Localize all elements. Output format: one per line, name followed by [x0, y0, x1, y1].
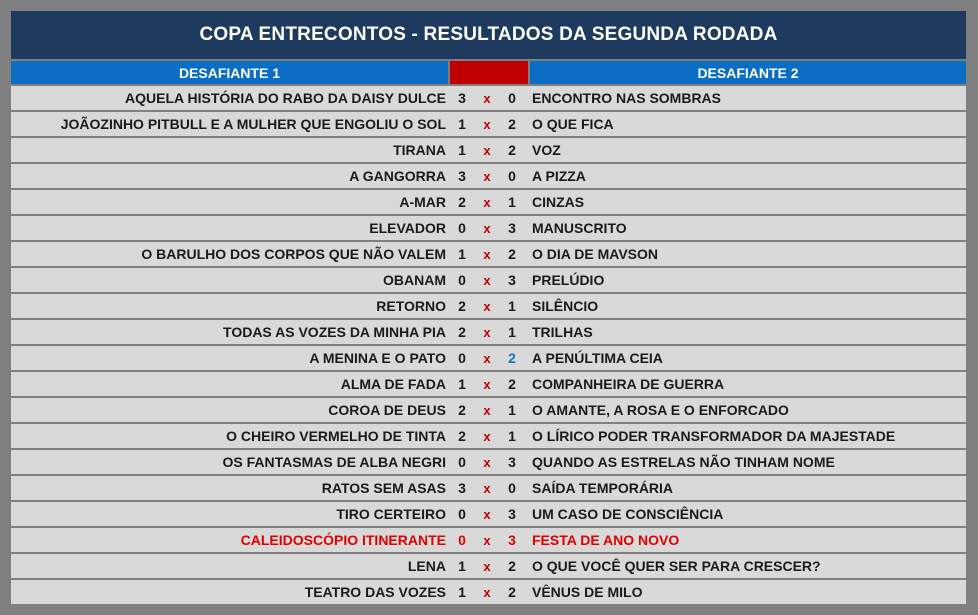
challenger-1-title: O CHEIRO VERMELHO DE TINTA	[226, 428, 446, 444]
challenger-1-title: A GANGORRA	[349, 168, 446, 184]
challenger-1-score: 0	[458, 272, 466, 288]
challenger-2-title: O QUE VOCÊ QUER SER PARA CRESCER?	[532, 558, 821, 574]
match-row	[11, 450, 966, 474]
challenger-1-score: 2	[458, 402, 466, 418]
challenger-1-title: TIRO CERTEIRO	[336, 506, 446, 522]
challenger-2-score: 1	[508, 428, 516, 444]
match-row	[11, 164, 966, 188]
match-row	[11, 372, 966, 396]
match-row	[11, 476, 966, 500]
challenger-2-score: 1	[508, 402, 516, 418]
match-row	[11, 346, 966, 370]
score-separator: x	[483, 532, 491, 548]
match-row	[11, 190, 966, 214]
challenger-1-score: 3	[458, 90, 466, 106]
score-separator: x	[483, 558, 491, 574]
challenger-1-title: LENA	[407, 558, 446, 574]
challenger-1-score: 0	[458, 532, 466, 548]
challenger-2-score: 2	[508, 558, 516, 574]
challenger-1-title: A MENINA E O PATO	[309, 350, 446, 366]
challenger-2-title: VOZ	[532, 142, 561, 158]
score-separator: x	[483, 402, 491, 418]
match-row	[11, 268, 966, 292]
challenger-1-score: 0	[458, 454, 466, 470]
challenger-1-score: 1	[458, 116, 466, 132]
score-separator: x	[483, 454, 491, 470]
match-row	[11, 138, 966, 162]
challenger-2-score: 1	[508, 324, 516, 340]
challenger-2-score: 0	[508, 168, 516, 184]
header-score-column	[450, 61, 528, 84]
challenger-1-title: O BARULHO DOS CORPOS QUE NÃO VALEM	[141, 246, 446, 262]
challenger-2-score: 1	[508, 298, 516, 314]
challenger-1-title: OS FANTASMAS DE ALBA NEGRI	[222, 454, 446, 470]
challenger-1-title: OBANAM	[383, 272, 446, 288]
challenger-2-title: O AMANTE, A ROSA E O ENFORCADO	[532, 402, 789, 418]
score-separator: x	[483, 116, 491, 132]
challenger-2-title: A PENÚLTIMA CEIA	[532, 350, 663, 366]
challenger-1-title: COROA DE DEUS	[328, 402, 446, 418]
challenger-2-score: 0	[508, 90, 516, 106]
score-separator: x	[483, 194, 491, 210]
score-separator: x	[483, 246, 491, 262]
challenger-1-title: TEATRO DAS VOZES	[304, 584, 446, 600]
challenger-1-score: 2	[458, 428, 466, 444]
challenger-2-score: 1	[508, 194, 516, 210]
challenger-1-title: TIRANA	[393, 142, 446, 158]
challenger-1-score: 2	[458, 298, 466, 314]
score-separator: x	[483, 90, 491, 106]
challenger-2-title: QUANDO AS ESTRELAS NÃO TINHAM NOME	[532, 454, 835, 470]
score-separator: x	[483, 168, 491, 184]
match-row	[11, 580, 966, 604]
challenger-2-score: 2	[508, 142, 516, 158]
challenger-1-title: ELEVADOR	[369, 220, 446, 236]
challenger-2-title: CINZAS	[532, 194, 585, 210]
challenger-2-title: SAÍDA TEMPORÁRIA	[532, 480, 674, 496]
challenger-2-score: 3	[508, 220, 516, 236]
match-row	[11, 216, 966, 240]
challenger-1-title: TODAS AS VOZES DA MINHA PIA	[223, 324, 446, 340]
challenger-2-title: TRILHAS	[532, 324, 593, 340]
challenger-2-title: UM CASO DE CONSCIÊNCIA	[532, 506, 724, 522]
challenger-1-score: 1	[458, 584, 466, 600]
challenger-2-score: 3	[508, 532, 516, 548]
match-row	[11, 424, 966, 448]
challenger-2-title: SILÊNCIO	[532, 298, 599, 314]
challenger-2-score: 3	[508, 506, 516, 522]
challenger-1-score: 1	[458, 246, 466, 262]
score-separator: x	[483, 350, 491, 366]
challenger-2-score: 2	[508, 246, 516, 262]
challenger-1-title: RATOS SEM ASAS	[321, 480, 446, 496]
match-row	[11, 502, 966, 526]
challenger-2-title: O LÍRICO PODER TRANSFORMADOR DA MAJESTADE	[532, 428, 896, 444]
challenger-2-title: ENCONTRO NAS SOMBRAS	[532, 90, 722, 106]
challenger-1-title: CALEIDOSCÓPIO ITINERANTE	[240, 532, 446, 548]
match-row	[11, 242, 966, 266]
match-row	[11, 112, 966, 136]
challenger-2-title: VÊNUS DE MILO	[532, 584, 643, 600]
challenger-2-score: 2	[508, 116, 516, 132]
challenger-1-score: 2	[458, 194, 466, 210]
challenger-2-title: MANUSCRITO	[532, 220, 627, 236]
challenger-1-title: AQUELA HISTÓRIA DO RABO DA DAISY DULCE	[125, 90, 446, 106]
match-row	[11, 528, 966, 552]
match-list	[11, 86, 966, 606]
match-row	[11, 554, 966, 578]
match-row	[11, 398, 966, 422]
score-separator: x	[483, 506, 491, 522]
score-separator: x	[483, 298, 491, 314]
score-separator: x	[483, 584, 491, 600]
header-challenger-2: DESAFIANTE 2	[530, 61, 966, 84]
score-separator: x	[483, 220, 491, 236]
challenger-2-title: FESTA DE ANO NOVO	[532, 532, 680, 548]
challenger-1-score: 0	[458, 350, 466, 366]
challenger-1-score: 3	[458, 168, 466, 184]
challenger-2-title: COMPANHEIRA DE GUERRA	[532, 376, 725, 392]
score-separator: x	[483, 324, 491, 340]
challenger-1-score: 1	[458, 558, 466, 574]
score-separator: x	[483, 376, 491, 392]
challenger-1-score: 2	[458, 324, 466, 340]
challenger-1-score: 0	[458, 506, 466, 522]
challenger-2-title: O QUE FICA	[532, 116, 614, 132]
page-title: COPA ENTRECONTOS - RESULTADOS DA SEGUNDA RODADA	[11, 11, 966, 59]
challenger-1-title: RETORNO	[376, 298, 446, 314]
challenger-1-title: ALMA DE FADA	[340, 376, 446, 392]
challenger-2-score: 2	[508, 584, 516, 600]
challenger-2-score: 0	[508, 480, 516, 496]
challenger-1-score: 1	[458, 376, 466, 392]
challenger-2-score: 2	[508, 376, 516, 392]
header-challenger-1: DESAFIANTE 1	[11, 61, 448, 84]
match-row	[11, 86, 966, 110]
challenger-2-score: 3	[508, 272, 516, 288]
score-separator: x	[483, 480, 491, 496]
challenger-2-title: O DIA DE MAVSON	[532, 246, 659, 262]
challenger-2-title: PRELÚDIO	[532, 272, 605, 288]
match-row	[11, 320, 966, 344]
challenger-1-score: 1	[458, 142, 466, 158]
match-row	[11, 294, 966, 318]
challenger-1-title: JOÃOZINHO PITBULL E A MULHER QUE ENGOLIU O SOL	[60, 116, 446, 132]
challenger-2-score: 3	[508, 454, 516, 470]
table-header	[11, 61, 966, 84]
score-separator: x	[483, 272, 491, 288]
challenger-1-score: 3	[458, 480, 466, 496]
score-separator: x	[483, 142, 491, 158]
score-separator: x	[483, 428, 491, 444]
challenger-2-score: 2	[508, 350, 516, 366]
challenger-2-title: A PIZZA	[532, 168, 586, 184]
challenger-1-title: A-MAR	[399, 194, 446, 210]
challenger-1-score: 0	[458, 220, 466, 236]
